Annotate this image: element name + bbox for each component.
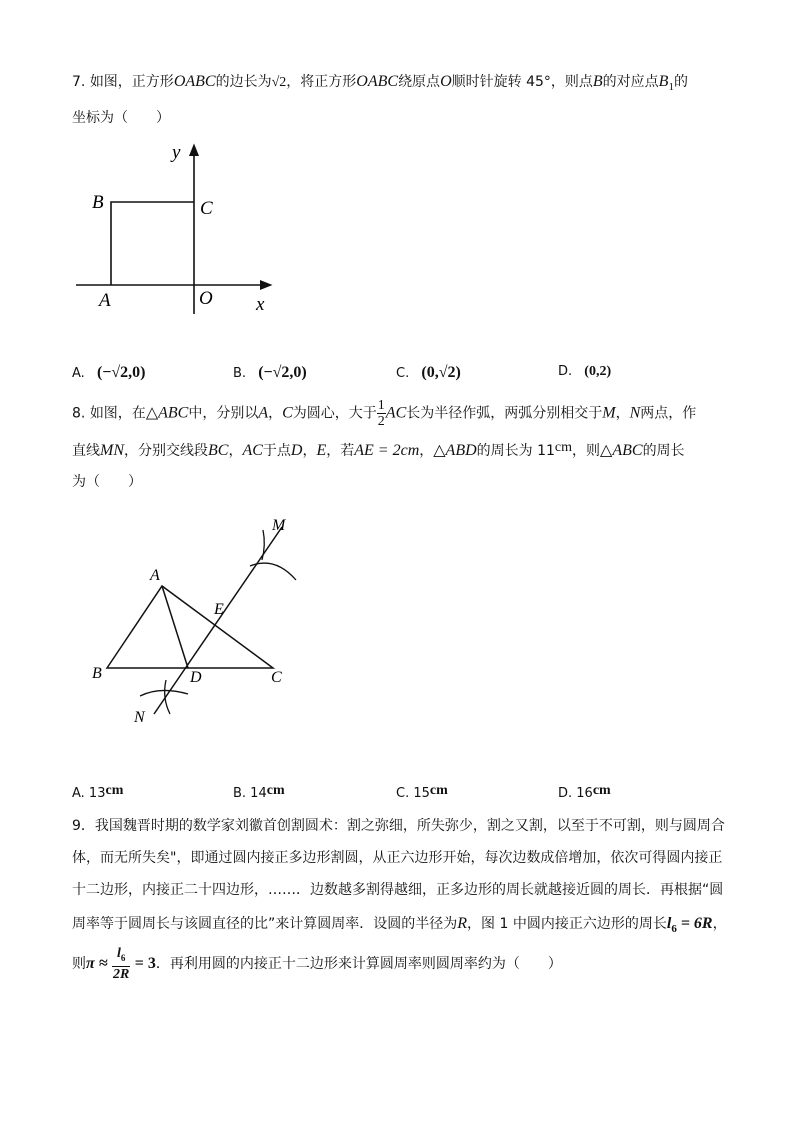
q7-number: 7. — [72, 74, 86, 90]
q7-option-c[interactable]: C. (0,√2) — [396, 364, 461, 381]
sqrt-2: √2 — [271, 75, 287, 90]
label-O: O — [199, 288, 213, 309]
label-C: C — [200, 198, 213, 219]
label-C: C — [271, 669, 282, 686]
q9-line5: 则π ≈ $\frac{l_6}{2R}$ = 3．再利用圆的内接正十二边形来计算圆周率则圆周率约为（ ） — [72, 946, 562, 982]
q8-option-b[interactable]: B. 14cm — [233, 783, 285, 801]
q8-stem-line1: 8. 如图，在△ABC中，分别以A，C为圆心，大于 $\frac{1}{2}$ AC长为半径作弧，两弧分别相交于M，N两点，作 — [72, 398, 697, 429]
q8-number: 8. — [72, 405, 86, 422]
q7-option-d[interactable]: D. (0,2) — [558, 364, 612, 379]
q9-line3: 十二边形，内接正二十四边形，……．边数越多割得越细，正多边形的周长就越接近圆的周长．再根据“圆 — [72, 882, 724, 898]
q7-stem-line1: 7. 如图，正方形OABC的边长为√2，将正方形OABC绕原点O顺时针旋转 45°，则点B的对应点$B_1$的 — [72, 73, 688, 93]
q7-option-a[interactable]: A. (−√2,0) — [72, 364, 146, 381]
label-y: y — [172, 142, 181, 163]
label-E: E — [214, 601, 224, 618]
label-B: B — [92, 192, 104, 213]
label-D: D — [190, 669, 202, 686]
square-outline — [111, 202, 194, 285]
label-M: M — [272, 517, 286, 534]
q7-figure — [70, 138, 290, 318]
q8-stem-line2: 直线MN，分别交线段BC，AC于点D，E，若AE = 2cm，△ABD的周长为 11cm，则△ABC的周长 — [72, 440, 685, 459]
segment-ad — [162, 586, 188, 668]
label-N: N — [134, 709, 145, 726]
q9-line4: 周率等于圆周长与该圆直径的比”来计算圆周率．设圆的半径为R，图 1 中圆内接正六边形的周长$l_6 = 6R$， — [72, 915, 727, 935]
q8-option-a[interactable]: A. 13cm — [72, 783, 124, 801]
label-B: B — [92, 665, 102, 682]
fraction-half: $\frac{1}{2}$ — [377, 398, 385, 429]
fraction-l6-2r: $\frac{l_6}{2R}$ — [112, 946, 130, 982]
arc-m-2 — [250, 563, 296, 580]
label-A: A — [150, 567, 160, 584]
label-x: x — [256, 294, 265, 315]
q7-option-b[interactable]: B. (−√2,0) — [233, 364, 307, 381]
q8-stem-line3: 为（ ） — [72, 474, 142, 490]
q7-stem-line2: 坐标为（ ） — [72, 110, 170, 126]
q8-figure — [80, 508, 320, 734]
triangle-abc — [107, 586, 273, 668]
q8-option-c[interactable]: C. 15cm — [396, 783, 448, 801]
q8-option-d[interactable]: D. 16cm — [558, 783, 611, 801]
label-A: A — [99, 290, 111, 311]
q9-line1: 9．我国魏晋时期的数学家刘徽首创割圆术：割之弥细，所失弥少，割之又割，以至于不可割，则与圆周合 — [72, 818, 725, 834]
arc-n-2 — [165, 680, 170, 714]
q9-line2: 体，而无所失矣"，即通过圆内接正多边形割圆，从正六边形开始，每次边数成倍增加，依次可得圆内接正 — [72, 850, 723, 866]
arc-n-1 — [140, 690, 188, 696]
